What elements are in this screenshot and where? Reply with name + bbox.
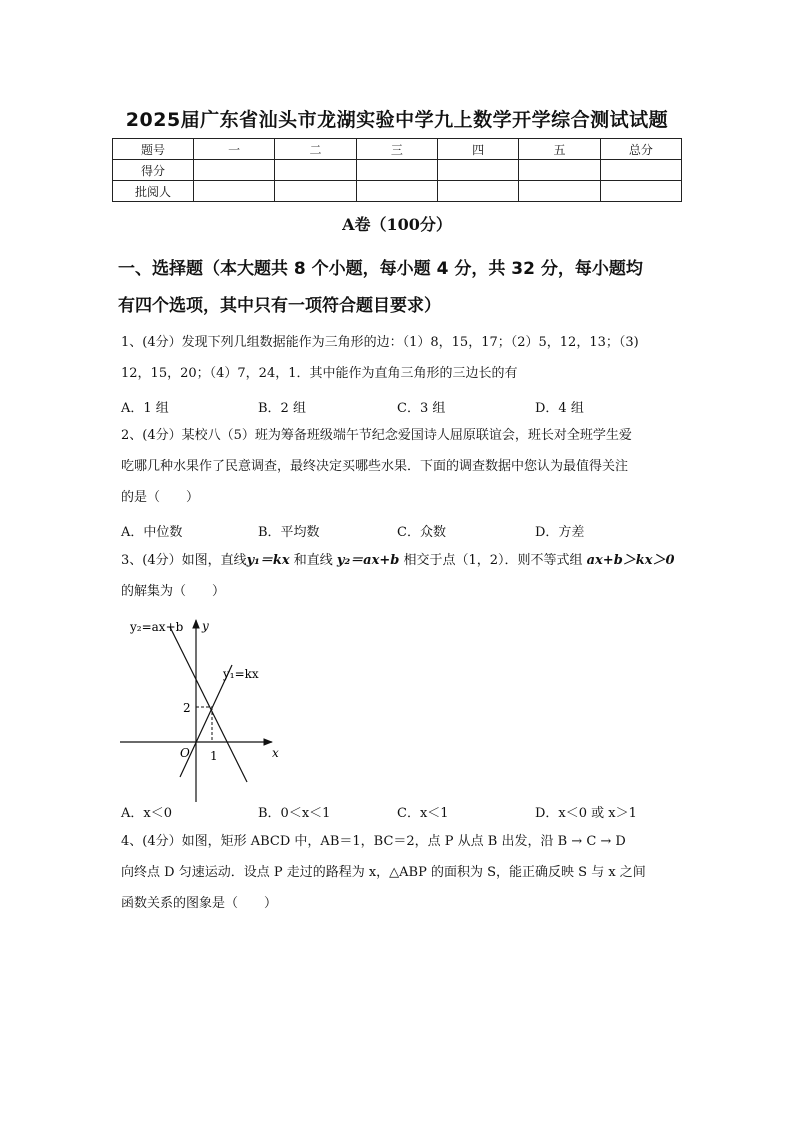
score-header-cell: 二 xyxy=(275,139,356,160)
score-header-cell: 总分 xyxy=(600,139,681,160)
q1-option-a: A．1 组 xyxy=(121,401,169,416)
q1-option-c: C．3 组 xyxy=(397,401,446,416)
q3-y2-expr: y₂＝ax+b xyxy=(336,553,400,568)
q1-option-d: D．4 组 xyxy=(535,401,584,416)
score-table-row xyxy=(113,160,682,181)
score-cell[interactable] xyxy=(275,160,356,181)
q3-option-b: B．0＜x＜1 xyxy=(258,806,331,821)
tick-y-2: 2 xyxy=(183,701,191,715)
q3-y1-expr: y₁＝kx xyxy=(246,553,290,568)
score-cell[interactable] xyxy=(194,181,275,202)
label-y1: y₁=kx xyxy=(223,667,259,681)
score-header-cell: 四 xyxy=(437,139,518,160)
label-y2: y₂=ax+b xyxy=(130,620,184,634)
volume-heading: A卷（100分） xyxy=(342,215,452,234)
score-cell[interactable] xyxy=(600,181,681,202)
score-table xyxy=(112,138,682,202)
q4-line2: 向终点 D 匀速运动．设点 P 走过的路程为 x，△ABP 的面积为 S，能正确反映 S 与 x 之间 xyxy=(121,865,646,880)
q3-inequality: ax+b＞kx＞0 xyxy=(586,553,675,568)
score-cell[interactable] xyxy=(194,160,275,181)
label-y-axis: y xyxy=(202,619,209,633)
q2-line2: 吃哪几种水果作了民意调查，最终决定买哪些水果．下面的调查数据中您认为最值得关注 xyxy=(121,459,629,474)
score-table-row xyxy=(113,181,682,202)
q2-line1: 2、(4分）某校八（5）班为筹备班级端午节纪念爱国诗人屈原联谊会，班长对全班学生爱 xyxy=(121,428,632,443)
q3-line1 xyxy=(121,553,681,569)
tick-x-1: 1 xyxy=(210,749,218,763)
q3-mid: 和直线 xyxy=(289,553,337,568)
q2-line3: 的是（ ） xyxy=(121,490,200,505)
score-row-label: 得分 xyxy=(113,160,194,181)
q1-line1: 1、(4分）发现下列几组数据能作为三角形的边：（1）8，15，17；（2）5，12，13；（3) xyxy=(121,335,639,350)
score-cell[interactable] xyxy=(519,160,600,181)
q3-tail: 相交于点（1，2）．则不等式组 xyxy=(399,553,587,568)
q3-option-d: D．x＜0 或 x＞1 xyxy=(535,806,637,821)
score-row-label: 批阅人 xyxy=(113,181,194,202)
q3-option-c: C．x＜1 xyxy=(397,806,449,821)
score-cell[interactable] xyxy=(600,160,681,181)
score-header-cell: 三 xyxy=(356,139,437,160)
score-cell[interactable] xyxy=(356,181,437,202)
score-cell[interactable] xyxy=(437,160,518,181)
score-header-cell: 一 xyxy=(194,139,275,160)
score-table-header-row xyxy=(113,139,682,160)
label-origin: O xyxy=(180,746,190,760)
score-cell[interactable] xyxy=(275,181,356,202)
q4-line1: 4、(4分）如图，矩形 ABCD 中，AB＝1，BC＝2，点 P 从点 B 出发，沿 B → C → D xyxy=(121,834,626,849)
q3-line2: 的解集为（ ） xyxy=(121,584,226,599)
score-cell[interactable] xyxy=(356,160,437,181)
q2-option-d: D．方差 xyxy=(535,525,585,540)
q2-option-c: C．众数 xyxy=(397,525,446,540)
score-cell[interactable] xyxy=(519,181,600,202)
q3-prefix: 3、(4分）如图，直线 xyxy=(121,553,247,568)
q4-line3: 函数关系的图象是（ ） xyxy=(121,896,278,911)
q2-option-b: B．平均数 xyxy=(258,525,320,540)
line-y1 xyxy=(180,665,232,777)
q3-option-a: A．x＜0 xyxy=(121,806,172,821)
section-heading-line1: 一、选择题（本大题共 8 个小题，每小题 4 分，共 32 分，每小题均 xyxy=(118,259,643,279)
score-cell[interactable] xyxy=(437,181,518,202)
q1-line2: 12，15，20；（4）7，24，1．其中能作为直角三角形的三边长的有 xyxy=(121,366,518,381)
score-header-cell: 五 xyxy=(519,139,600,160)
exam-title: 2025届广东省汕头市龙湖实验中学九上数学开学综合测试试题 xyxy=(125,109,669,131)
q1-option-b: B．2 组 xyxy=(258,401,306,416)
score-header-cell: 题号 xyxy=(113,139,194,160)
q3-graph xyxy=(110,612,290,812)
section-heading-line2: 有四个选项，其中只有一项符合题目要求） xyxy=(118,296,441,316)
label-x-axis: x xyxy=(272,746,279,760)
q2-option-a: A．中位数 xyxy=(121,525,183,540)
